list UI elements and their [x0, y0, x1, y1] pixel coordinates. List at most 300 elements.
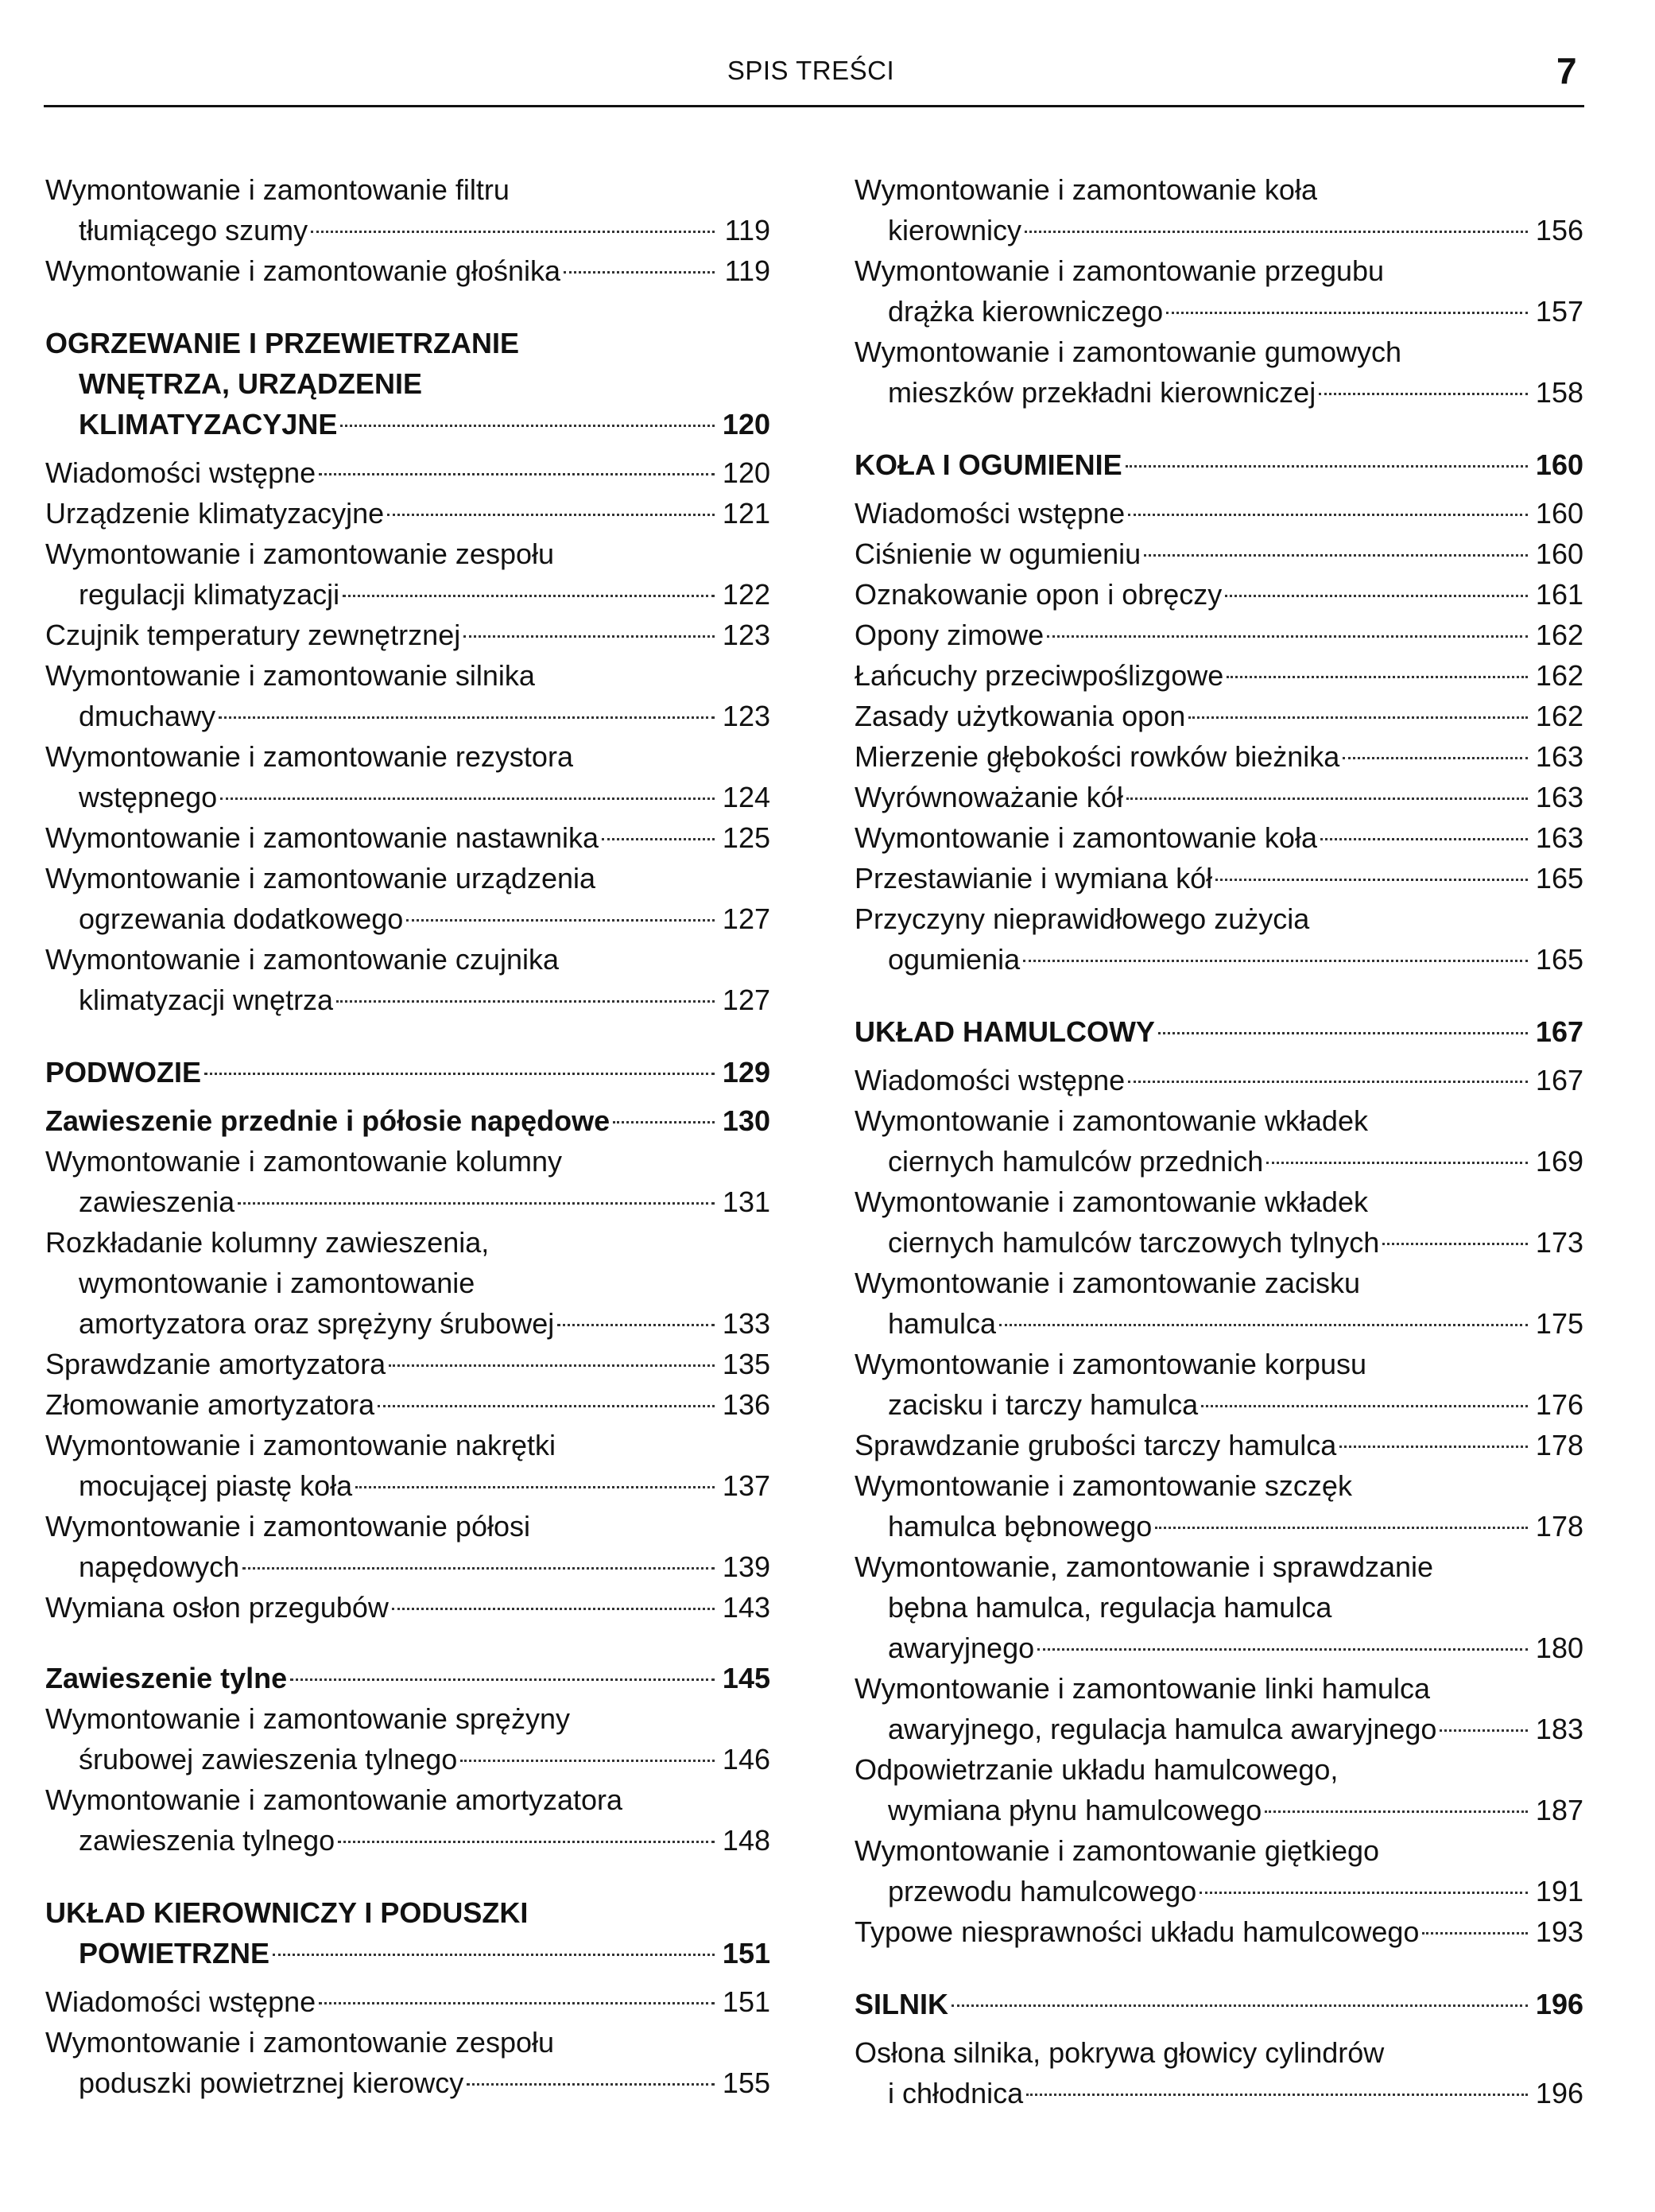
entry-title-line: KLIMATYZACYJNE — [79, 408, 338, 440]
entry-title-line: zawieszenia tylnego — [79, 1824, 335, 1857]
entry-last-line — [855, 1303, 1583, 1344]
entry-title-line: Odpowietrzanie układu hamulcowego, — [855, 1753, 1339, 1786]
entry-last-line — [45, 777, 770, 817]
entry-last-line — [45, 696, 770, 736]
entry-page-number: 161 — [1535, 578, 1583, 611]
entry-page-number: 162 — [1535, 619, 1583, 651]
dot-leader — [389, 1364, 715, 1367]
entry-page-number: 162 — [1535, 659, 1583, 692]
toc-entry — [855, 534, 1583, 574]
entry-title-line: Ciśnienie w ogumieniu — [855, 537, 1141, 570]
toc-entry — [855, 574, 1583, 615]
toc-entry — [45, 858, 770, 939]
toc-entry — [855, 332, 1583, 413]
entry-title-line: Zasady użytkowania opon — [855, 700, 1186, 732]
toc-entry — [855, 898, 1583, 980]
dot-leader — [564, 271, 715, 274]
toc-entry — [855, 1465, 1583, 1546]
dot-leader — [1200, 1892, 1528, 1894]
dot-leader — [242, 1567, 715, 1570]
dot-leader — [463, 635, 715, 638]
entry-last-line — [45, 452, 770, 493]
toc-entry — [45, 169, 770, 250]
entry-page-number: 121 — [722, 497, 770, 530]
toc-entry — [855, 858, 1583, 898]
entry-page-number: 193 — [1535, 1915, 1583, 1948]
dot-leader — [460, 1760, 715, 1762]
dot-leader — [1166, 312, 1528, 314]
toc-entry — [855, 1668, 1583, 1749]
entry-last-line — [855, 1790, 1583, 1830]
entry-last-line — [855, 1871, 1583, 1911]
toc-entry — [855, 1425, 1583, 1465]
entry-title-line: Wymontowanie i zamontowanie nakrętki — [45, 1429, 556, 1461]
toc-entry — [45, 1506, 770, 1587]
dot-leader — [319, 473, 715, 475]
entry-title-line: POWIETRZNE — [79, 1937, 269, 1969]
entry-title-line: i chłodnica — [888, 2077, 1024, 2109]
header-title: SPIS TREŚCI — [727, 56, 895, 85]
entry-last-line — [855, 817, 1583, 858]
entry-title-line: Wymiana osłon przegubów — [45, 1591, 389, 1624]
entry-page-number: 139 — [722, 1550, 770, 1583]
entry-title-line: Przyczyny nieprawidłowego zużycia — [855, 902, 1310, 935]
dot-leader — [219, 716, 715, 719]
entry-page-number: 130 — [722, 1104, 770, 1137]
entry-title-line: Wymontowanie i zamontowanie wkładek — [855, 1186, 1368, 1218]
entry-title-line: Wymontowanie i zamontowanie silnika — [45, 659, 535, 692]
dot-leader — [1037, 1648, 1528, 1651]
dot-leader — [952, 2004, 1528, 2007]
entry-title-line: Rozkładanie kolumny zawieszenia, — [45, 1226, 490, 1259]
entry-title-line: poduszki powietrznej kierowcy — [79, 2066, 464, 2099]
toc-entry — [45, 1222, 770, 1344]
entry-title-line: bębna hamulca, regulacja hamulca — [888, 1591, 1332, 1624]
toc-entry — [45, 1425, 770, 1506]
entry-last-line — [45, 493, 770, 534]
entry-last-line — [855, 1060, 1583, 1100]
entry-title-line: Wymontowanie i zamontowanie nastawnika — [45, 821, 599, 854]
entry-title-line: Łańcuchy przeciwpoślizgowe — [855, 659, 1224, 692]
dot-leader — [378, 1405, 715, 1407]
toc-entry — [855, 1182, 1583, 1263]
dot-leader — [220, 797, 715, 800]
toc-entry — [855, 777, 1583, 817]
entry-page-number: 163 — [1535, 821, 1583, 854]
entry-last-line — [45, 1465, 770, 1506]
toc-section-heading — [45, 1892, 770, 1973]
entry-page-number: 143 — [722, 1591, 770, 1624]
dot-leader — [311, 231, 715, 233]
toc-section-heading — [45, 323, 770, 444]
entry-title-line: kierownicy — [888, 214, 1022, 246]
dot-leader — [1319, 393, 1528, 395]
entry-last-line — [45, 1052, 770, 1092]
toc-entry — [855, 1344, 1583, 1425]
entry-last-line — [855, 1628, 1583, 1668]
entry-title-line: Sprawdzanie amortyzatora — [45, 1348, 386, 1380]
dot-leader — [343, 595, 715, 597]
entry-title-line: Osłona silnika, pokrywa głowicy cylindrów — [855, 2036, 1385, 2069]
entry-page-number: 191 — [1535, 1875, 1583, 1907]
entry-page-number: 175 — [1535, 1307, 1583, 1340]
dot-leader — [392, 1608, 715, 1610]
dot-leader — [1422, 1932, 1528, 1935]
toc-entry — [855, 1546, 1583, 1668]
entry-page-number: 169 — [1535, 1145, 1583, 1178]
entry-title-line: Urządzenie klimatyzacyjne — [45, 497, 385, 530]
entry-page-number: 135 — [722, 1348, 770, 1380]
dot-leader — [336, 1000, 715, 1003]
entry-last-line — [855, 939, 1583, 980]
entry-page-number: 146 — [722, 1743, 770, 1775]
toc-entry — [45, 2022, 770, 2103]
entry-title-line: awaryjnego — [888, 1632, 1035, 1664]
dot-leader — [340, 425, 715, 427]
entry-last-line — [855, 1222, 1583, 1263]
dot-leader — [1155, 1527, 1528, 1529]
dot-leader — [1047, 635, 1528, 638]
entry-title-line: Wiadomości wstępne — [45, 456, 316, 489]
entry-page-number: 120 — [722, 456, 770, 489]
entry-last-line — [855, 444, 1583, 485]
entry-title-line: przewodu hamulcowego — [888, 1875, 1197, 1907]
dot-leader — [204, 1073, 715, 1075]
entry-title-line: hamulca — [888, 1307, 997, 1340]
entry-page-number: 160 — [1535, 497, 1583, 530]
toc-entry — [855, 1060, 1583, 1100]
dot-leader — [1158, 1032, 1528, 1034]
entry-last-line — [855, 210, 1583, 250]
entry-page-number: 136 — [722, 1388, 770, 1421]
entry-title-line: Wymontowanie i zamontowanie rezystora — [45, 740, 573, 773]
entry-page-number: 180 — [1535, 1632, 1583, 1664]
entry-last-line — [855, 696, 1583, 736]
entry-title-line: Mierzenie głębokości rowków bieżnika — [855, 740, 1340, 773]
dot-leader — [1026, 2094, 1528, 2096]
header-rule — [44, 105, 1584, 107]
dot-leader — [387, 514, 715, 516]
toc-entry — [855, 817, 1583, 858]
dot-leader — [1266, 1162, 1528, 1164]
entry-title-line: Wymontowanie i zamontowanie czujnika — [45, 943, 559, 976]
entry-title-line: hamulca bębnowego — [888, 1510, 1153, 1543]
entry-page-number: 137 — [722, 1469, 770, 1502]
dot-leader — [1225, 595, 1528, 597]
entry-title-line: ciernych hamulców tarczowych tylnych — [888, 1226, 1380, 1259]
entry-title-line: mocującej piastę koła — [79, 1469, 353, 1502]
toc-entry — [855, 1830, 1583, 1911]
toc-entry — [45, 452, 770, 493]
dot-leader — [1382, 1243, 1528, 1245]
entry-title-line: OGRZEWANIE I PRZEWIETRZANIE — [45, 327, 520, 359]
toc-entry — [855, 1263, 1583, 1344]
entry-title-line: KOŁA I OGUMIENIE — [855, 448, 1122, 481]
entry-page-number: 196 — [1535, 1988, 1583, 2020]
toc-entry — [855, 736, 1583, 777]
entry-last-line — [45, 1587, 770, 1628]
entry-page-number: 163 — [1535, 740, 1583, 773]
dot-leader — [1126, 797, 1528, 800]
dot-leader — [1188, 716, 1528, 719]
entry-page-number: 162 — [1535, 700, 1583, 732]
entry-page-number: 167 — [1535, 1064, 1583, 1096]
entry-page-number: 131 — [722, 1186, 770, 1218]
entry-title-line: wymontowanie i zamontowanie — [79, 1267, 475, 1299]
toc-entry — [45, 1779, 770, 1861]
entry-page-number: 148 — [722, 1824, 770, 1857]
entry-last-line — [45, 404, 770, 444]
entry-last-line — [855, 534, 1583, 574]
entry-title-line: Wymontowanie i zamontowanie giętkiego — [855, 1834, 1380, 1867]
dot-leader — [1227, 676, 1528, 678]
toc-entry — [855, 493, 1583, 534]
entry-last-line — [855, 1425, 1583, 1465]
entry-last-line — [855, 777, 1583, 817]
entry-title-line: Wyrównoważanie kół — [855, 781, 1123, 813]
entry-last-line — [45, 898, 770, 939]
toc-entry — [855, 169, 1583, 250]
dot-leader — [273, 1954, 715, 1956]
entry-title-line: ciernych hamulców przednich — [888, 1145, 1264, 1178]
toc-entry — [855, 1749, 1583, 1830]
dot-leader — [406, 919, 715, 922]
entry-last-line — [855, 858, 1583, 898]
dot-leader — [602, 838, 715, 840]
entry-title-line: PODWOZIE — [45, 1056, 201, 1089]
entry-last-line — [855, 1911, 1583, 1952]
entry-page-number: 151 — [722, 1985, 770, 2018]
entry-page-number: 167 — [1535, 1015, 1583, 1048]
toc-entry — [855, 1911, 1583, 1952]
entry-title-line: Oznakowanie opon i obręczy — [855, 578, 1223, 611]
toc-section-heading — [855, 1011, 1583, 1052]
toc-entry — [45, 736, 770, 817]
entry-page-number: 187 — [1535, 1794, 1583, 1826]
toc-entry — [45, 1587, 770, 1628]
dot-leader — [1023, 960, 1528, 962]
entry-page-number: 160 — [1535, 448, 1583, 481]
entry-title-line: śrubowej zawieszenia tylnego — [79, 1743, 458, 1775]
entry-page-number: 160 — [1535, 537, 1583, 570]
entry-page-number: 165 — [1535, 862, 1583, 895]
entry-title-line: mieszków przekładni kierowniczej — [888, 376, 1316, 409]
entry-last-line — [45, 2063, 770, 2103]
entry-title-line: UKŁAD HAMULCOWY — [855, 1015, 1155, 1048]
entry-title-line: ogrzewania dodatkowego — [79, 902, 404, 935]
toc-entry — [855, 1100, 1583, 1182]
entry-title-line: Wymontowanie i zamontowanie głośnika — [45, 254, 560, 287]
entry-page-number: 119 — [724, 254, 770, 287]
toc-entry — [45, 1141, 770, 1222]
toc-section-heading — [855, 1984, 1583, 2024]
entry-last-line — [45, 210, 770, 250]
toc-entry — [855, 2032, 1583, 2113]
entry-page-number: 156 — [1535, 214, 1583, 246]
entry-page-number: 157 — [1535, 295, 1583, 328]
entry-page-number: 127 — [722, 902, 770, 935]
entry-title-line: Wymontowanie i zamontowanie kolumny — [45, 1145, 562, 1178]
entry-last-line — [855, 655, 1583, 696]
entry-title-line: Wymontowanie i zamontowanie półosi — [45, 1510, 530, 1543]
entry-last-line — [45, 1182, 770, 1222]
entry-last-line — [45, 615, 770, 655]
entry-title-line: napędowych — [79, 1550, 240, 1583]
dot-leader — [1126, 465, 1528, 468]
entry-title-line: Wymontowanie i zamontowanie koła — [855, 173, 1317, 206]
entry-last-line — [45, 1344, 770, 1384]
toc-entry — [855, 615, 1583, 655]
toc-entry — [45, 493, 770, 534]
toc-entry — [45, 1344, 770, 1384]
entry-last-line — [45, 1739, 770, 1779]
entry-page-number: 173 — [1535, 1226, 1583, 1259]
dot-leader — [355, 1486, 715, 1488]
entry-title-line: Wymontowanie i zamontowanie korpusu — [855, 1348, 1366, 1380]
toc-entry — [45, 655, 770, 736]
entry-last-line — [45, 250, 770, 291]
entry-last-line — [855, 615, 1583, 655]
entry-last-line — [855, 1384, 1583, 1425]
dot-leader — [1128, 514, 1528, 516]
toc-section-heading — [45, 1100, 770, 1141]
entry-title-line: Wymontowanie i zamontowanie przegubu — [855, 254, 1385, 287]
entry-title-line: awaryjnego, regulacja hamulca awaryjnego — [888, 1713, 1437, 1745]
entry-title-line: Wymontowanie i zamontowanie zespołu — [45, 2026, 555, 2059]
dot-leader — [1265, 1810, 1528, 1813]
entry-last-line — [855, 736, 1583, 777]
entry-page-number: 158 — [1535, 376, 1583, 409]
entry-last-line — [45, 1933, 770, 1973]
entry-last-line — [855, 574, 1583, 615]
entry-title-line: WNĘTRZA, URZĄDZENIE — [79, 367, 422, 400]
toc-entry — [45, 1698, 770, 1779]
entry-page-number: 125 — [722, 821, 770, 854]
entry-title-line: tłumiącego szumy — [79, 214, 308, 246]
dot-leader — [238, 1202, 715, 1205]
entry-title-line: Wiadomości wstępne — [855, 497, 1126, 530]
dot-leader — [1320, 838, 1528, 840]
entry-title-line: regulacji klimatyzacji — [79, 578, 340, 611]
entry-page-number: 165 — [1535, 943, 1583, 976]
entry-title-line: Zawieszenie przednie i półosie napędowe — [45, 1104, 610, 1137]
entry-title-line: dmuchawy — [79, 700, 216, 732]
dot-leader — [557, 1324, 715, 1326]
entry-page-number: 151 — [722, 1937, 770, 1969]
entry-title-line: Sprawdzanie grubości tarczy hamulca — [855, 1429, 1337, 1461]
dot-leader — [338, 1841, 715, 1843]
toc-column-left — [45, 169, 770, 2103]
entry-title-line: Wymontowanie i zamontowanie wkładek — [855, 1104, 1368, 1137]
entry-page-number: 120 — [722, 408, 770, 440]
entry-title-line: Wymontowanie i zamontowanie zacisku — [855, 1267, 1360, 1299]
dot-leader — [1128, 1081, 1528, 1083]
entry-last-line — [855, 1506, 1583, 1546]
dot-leader — [467, 2083, 715, 2086]
entry-page-number: 129 — [722, 1056, 770, 1089]
entry-last-line — [855, 291, 1583, 332]
toc-entry — [45, 534, 770, 615]
entry-title-line: SILNIK — [855, 1988, 949, 2020]
entry-last-line — [45, 980, 770, 1020]
entry-title-line: Wymontowanie i zamontowanie szczęk — [855, 1469, 1352, 1502]
entry-title-line: Wymontowanie i zamontowanie sprężyny — [45, 1702, 570, 1735]
toc-section-heading — [45, 1658, 770, 1698]
entry-title-line: Wiadomości wstępne — [45, 1985, 316, 2018]
entry-title-line: zacisku i tarczy hamulca — [888, 1388, 1199, 1421]
toc-entry — [45, 817, 770, 858]
entry-last-line — [45, 1384, 770, 1425]
entry-last-line — [45, 1303, 770, 1344]
entry-title-line: Zawieszenie tylne — [45, 1662, 288, 1694]
entry-last-line — [45, 1100, 770, 1141]
dot-leader — [613, 1121, 715, 1123]
entry-title-line: amortyzatora oraz sprężyny śrubowej — [79, 1307, 555, 1340]
entry-title-line: ogumienia — [888, 943, 1021, 976]
toc-entry — [45, 939, 770, 1020]
entry-last-line — [855, 1011, 1583, 1052]
entry-page-number: 127 — [722, 984, 770, 1016]
dot-leader — [1339, 1446, 1528, 1448]
entry-page-number: 176 — [1535, 1388, 1583, 1421]
entry-title-line: drążka kierowniczego — [888, 295, 1164, 328]
entry-title-line: Typowe niesprawności układu hamulcowego — [855, 1915, 1420, 1948]
entry-page-number: 155 — [722, 2066, 770, 2099]
entry-title-line: Wymontowanie i zamontowanie koła — [855, 821, 1317, 854]
entry-page-number: 133 — [722, 1307, 770, 1340]
entry-page-number: 183 — [1535, 1713, 1583, 1745]
entry-last-line — [45, 574, 770, 615]
entry-title-line: Przestawianie i wymiana kół — [855, 862, 1213, 895]
entry-page-number: 123 — [722, 619, 770, 651]
entry-title-line: Wymontowanie i zamontowanie amortyzatora — [45, 1783, 622, 1816]
dot-leader — [1144, 554, 1528, 557]
dot-leader — [1201, 1405, 1528, 1407]
entry-page-number: 124 — [722, 781, 770, 813]
toc-entry — [855, 696, 1583, 736]
toc-section-heading — [855, 444, 1583, 485]
entry-last-line — [45, 1546, 770, 1587]
entry-title-line: Wymontowanie, zamontowanie i sprawdzanie — [855, 1550, 1434, 1583]
dot-leader — [1215, 879, 1528, 881]
dot-leader — [290, 1678, 715, 1681]
entry-title-line: Wymontowanie i zamontowanie zespołu — [45, 537, 555, 570]
toc-entry — [45, 1981, 770, 2022]
entry-title-line: Wymontowanie i zamontowanie urządzenia — [45, 862, 596, 895]
entry-last-line — [45, 1981, 770, 2022]
entry-title-line: wymiana płynu hamulcowego — [888, 1794, 1262, 1826]
entry-title-line: wstępnego — [79, 781, 218, 813]
entry-last-line — [855, 1709, 1583, 1749]
entry-page-number: 119 — [724, 214, 770, 246]
entry-last-line — [45, 1820, 770, 1861]
entry-last-line — [45, 817, 770, 858]
entry-title-line: UKŁAD KIEROWNICZY I PODUSZKI — [45, 1896, 529, 1929]
toc-entry — [855, 655, 1583, 696]
dot-leader — [319, 2002, 715, 2004]
entry-last-line — [45, 1658, 770, 1698]
entry-title-line: Złomowanie amortyzatora — [45, 1388, 375, 1421]
entry-title-line: Wymontowanie i zamontowanie filtru — [45, 173, 510, 206]
entry-page-number: 178 — [1535, 1429, 1583, 1461]
toc-entry — [45, 250, 770, 291]
entry-title-line: Wymontowanie i zamontowanie gumowych — [855, 336, 1401, 368]
entry-last-line — [855, 493, 1583, 534]
entry-last-line — [855, 1984, 1583, 2024]
dot-leader — [999, 1324, 1528, 1326]
entry-title-line: klimatyzacji wnętrza — [79, 984, 334, 1016]
entry-page-number: 178 — [1535, 1510, 1583, 1543]
